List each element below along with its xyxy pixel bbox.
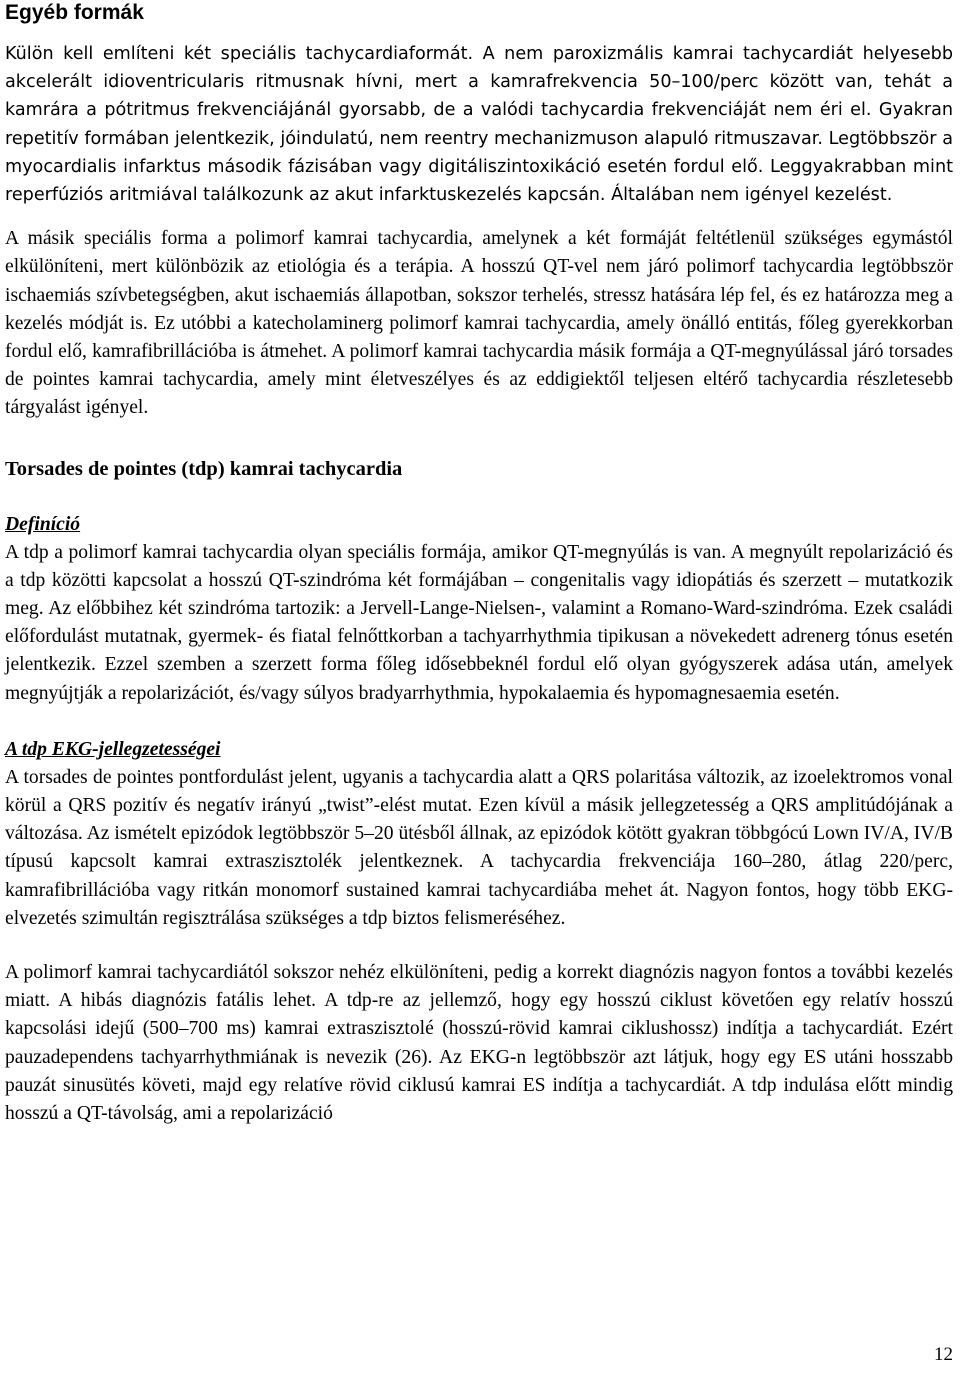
paragraph-differential: A polimorf kamrai tachycardiától sokszor nehéz elkülöníteni, pedig a korrekt diagnózis nagyon fontos a további kezelés miatt. A hibás diagnózis fatális lehet. A tdp-re az jellemző, hogy egy hosszú ciklust követően egy relatív hosszú kapcsolási idejű (500–700 ms) kamrai extraszisztolé (hosszú-rövid kamrai ciklushossz) indítja a tachycardiát. Ezért pauzadependens tachyarrhythmiának is nevezik (26). Az EKG-n legtöbbször azt látjuk, hogy egy ES utáni hosszabb pauzát sinusütés követi, majd egy relatíve rövid ciklusú kamrai ES indítja a tachycardiát. A tdp indulása előtt mindig hosszú a QT-távolság, ami a repolarizáció: [5, 962, 953, 1125]
document-page: [5, 0, 953, 1128]
page-number: 12: [934, 1344, 953, 1365]
section-title-torsades: Torsades de pointes (tdp) kamrai tachycardia: [5, 457, 403, 480]
section-heading: Egyéb formák: [5, 1, 144, 24]
subsection-ekg-characteristics: A tdp EKG-jellegzetességei: [5, 738, 221, 760]
paragraph-ekg: A torsades de pointes pontfordulást jelent, ugyanis a tachycardia alatt a QRS polaritása változik, az izoelektromos vonal körül a QRS pozitív és negatív irányú „twist”-elést mutat. Ezen kívül a másik jellegzetesség a QRS amplitúdójának a változása. Az ismételt epizódok legtöbbször 5–20 ütésből állnak, az epizódok kötött gyakran többgócú Lown IV/A, IV/B típusú kapcsolt kamrai extraszisztolék jelentkeznek. A tachycardia frekvenciája 160–280, átlag 220/perc, kamrafibrillációba vagy ritkán monomorf sustained kamrai tachycardiába mehet át. Nagyon fontos, hogy több EKG-elvezetés szimultán regisztrálása szükséges a tdp biztos felismeréséhez.: [5, 766, 953, 929]
paragraph-polymorph-vt: A másik speciális forma a polimorf kamrai tachycardia, amelynek a két formáját feltétlenül szükséges egymástól elkülöníteni, mert különbözik az etiológia és a terápia. A hosszú QT-vel nem járó polimorf tachycardia legtöbbször ischaemiás szívbetegségben, akut ischaemiás állapotban, sokszor terhelés, stressz hatására lép fel, és ez határozza meg a kezelés módját is. Ez utóbbi a katecholaminerg polimorf kamrai tachycardia, amely önálló entitás, főleg gyerekkorban fordul elő, kamrafibrillációba is átmehet. A polimorf kamrai tachycardia másik formája a QT-megnyúlással járó torsades de pointes kamrai tachycardia, amely mint életveszélyes és az eddigiektől teljesen eltérő tachycardia részletesebb tárgyalást igényel.: [5, 228, 953, 419]
subsection-definition: Definíció: [5, 513, 81, 535]
paragraph-accelerated-idioventricular: Külön kell említeni két speciális tachycardiaformát. A nem paroxizmális kamrai tachycardiát helyesebb akcelerált idioventricularis ritmusnak hívni, mert a kamrafrekvencia 50–100/perc között van, tehát a kamrára a pótritmus frekvenciájánál gyorsabb, de a valódi tachycardia frekvenciáját nem éri el. Gyakran repetitív formában jelentkezik, jóindulatú, nem reentry mechanizmuson alapuló ritmuszavar. Legtöbbször a myocardialis infarktus második fázisában vagy digitáliszintoxikáció esetén fordul elő. Leggyakrabban mint reperfúziós aritmiával találkozunk az akut infarktuskezelés kapcsán. Általában nem igényel kezelést.: [5, 44, 953, 206]
paragraph-definition: A tdp a polimorf kamrai tachycardia olyan speciális formája, amikor QT-megnyúlás is van. A megnyúlt repolarizáció és a tdp közötti kapcsolat a hosszú QT-szindróma két formájában – congenitalis vagy idiopátiás és szerzett – mutatkozik meg. Az előbbihez két szindróma tartozik: a Jervell-Lange-Nielsen-, valamint a Romano-Ward-szindróma. Ezek családi előfordulást mutatnak, gyermek- és fiatal felnőttkorban a tachyarrhythmia tipikusan a növekedett adrenerg tónus esetén jelentkezik. Ezzel szemben a szerzett forma főleg idősebbeknél fordul elő olyan gyógyszerek adása után, amelyek megnyújtják a repolarizációt, és/vagy súlyos bradyarrhythmia, hypokalaemia és hypomagnesaemia esetén.: [5, 541, 953, 704]
